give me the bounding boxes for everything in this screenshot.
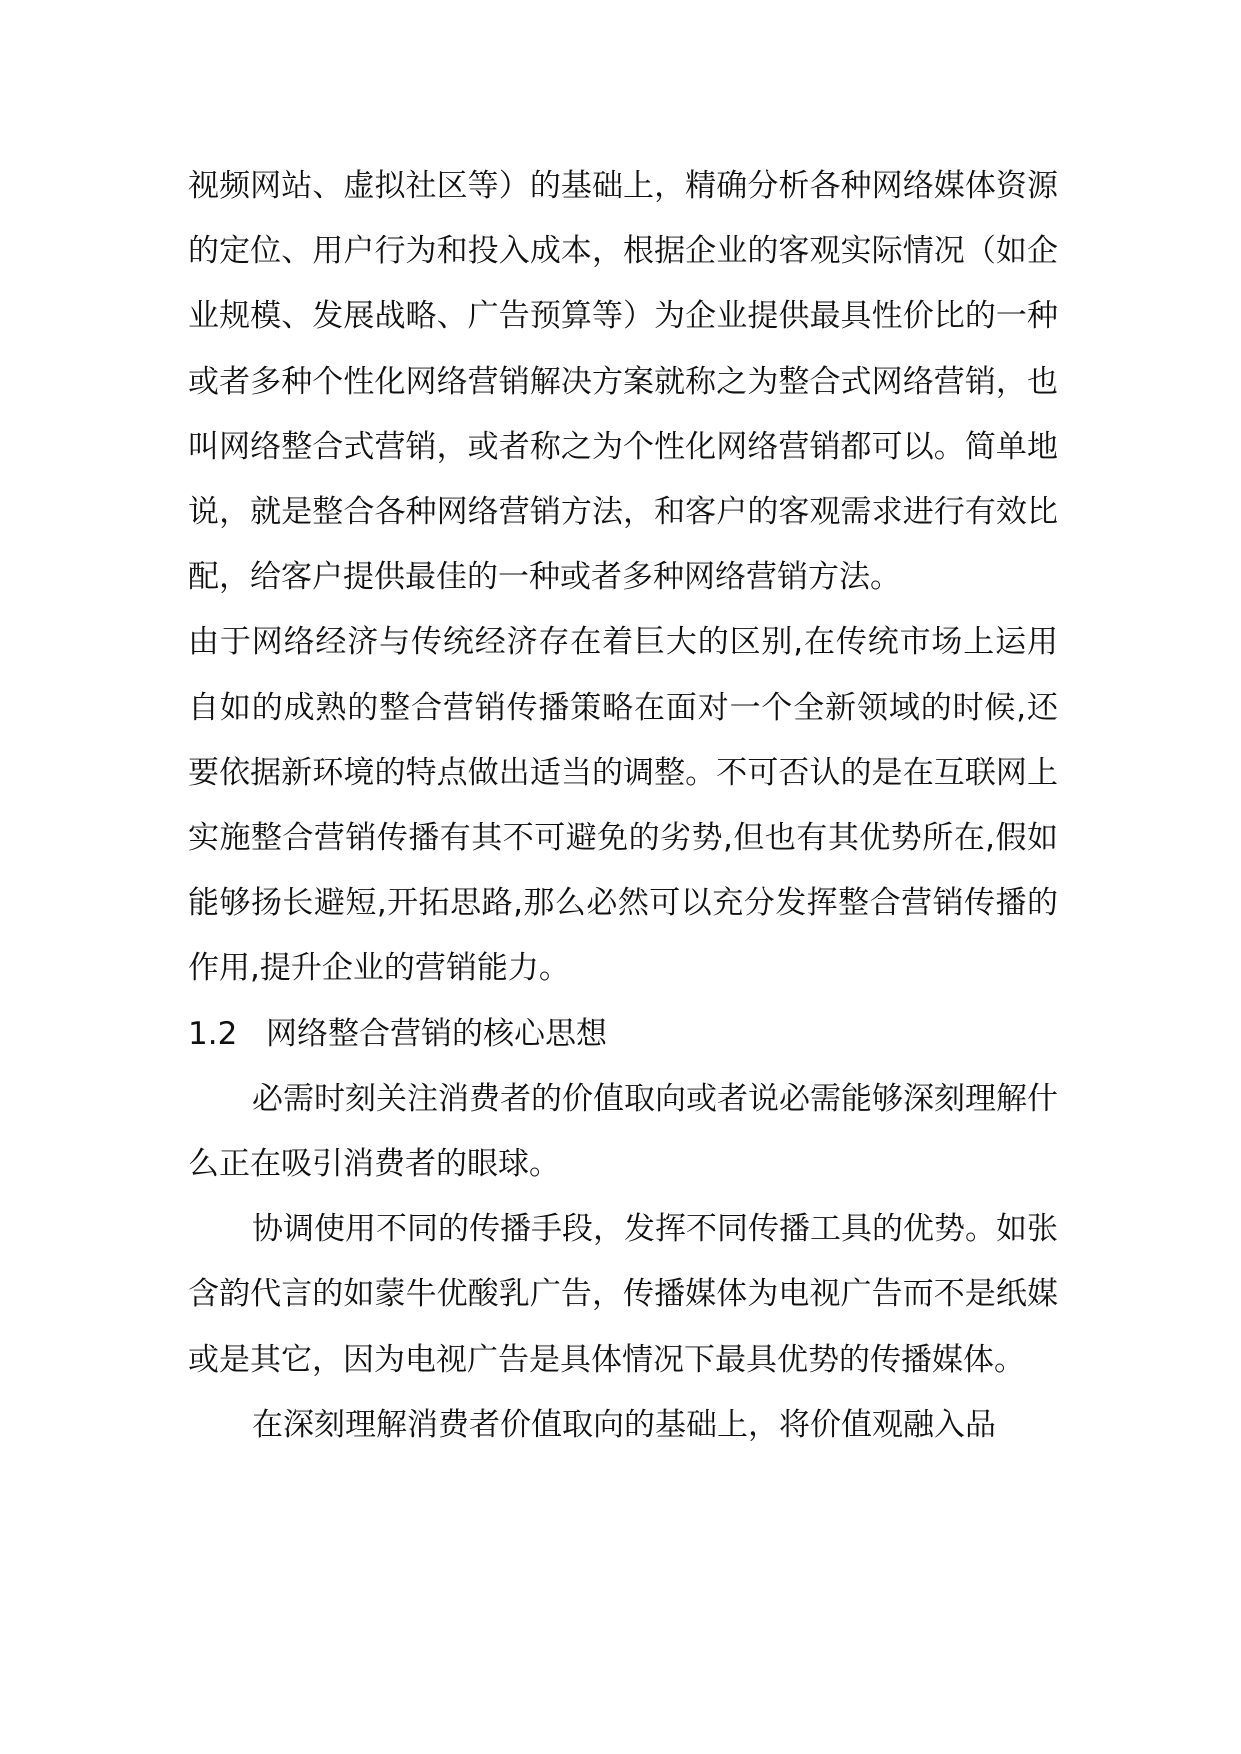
body-paragraph: 由于网络经济与传统经济存在着巨大的区别,在传统市场上运用自如的成熟的整合营销传播策略在面对一个全新领域的时候,还要依据新环境的特点做出适当的调整。不可否认的是在互联网上实施整合营销传播有其不可避免的劣势,但也有其优势所在,假如能够扬长避短,开拓思路,那么必然可以充分发挥整合营销传播的作用,提升企业的营销能力。 [188, 624, 1058, 987]
document-page [188, 154, 1058, 1458]
body-paragraph: 必需时刻关注消费者的价值取向或者说必需能够深刻理解什么正在吸引消费者的眼球。 [188, 1080, 1058, 1183]
section-number: 1.2 [188, 1015, 238, 1052]
section-heading [188, 1002, 1058, 1067]
body-paragraph: 视频网站、虚拟社区等）的基础上，精确分析各种网络媒体资源的定位、用户行为和投入成本，根据企业的客观实际情况（如企业规模、发展战略、广告预算等）为企业提供最具性价比的一种或者多种个性化网络营销解决方案就称之为整合式网络营销，也叫网络整合式营销，或者称之为个性化网络营销都可以。简单地说，就是整合各种网络营销方法，和客户的客观需求进行有效比配，给客户提供最佳的一种或者多种网络营销方法。 [188, 168, 1058, 596]
body-paragraph: 在深刻理解消费者价值取向的基础上，将价值观融入品 [252, 1406, 996, 1443]
section-title: 网络整合营销的核心思想 [266, 1015, 607, 1052]
body-paragraph: 协调使用不同的传播手段，发挥不同传播工具的优势。如张含韵代言的如蒙牛优酸乳广告，传播媒体为电视广告而不是纸媒或是其它，因为电视广告是具体情况下最具优势的传播媒体。 [188, 1211, 1058, 1378]
